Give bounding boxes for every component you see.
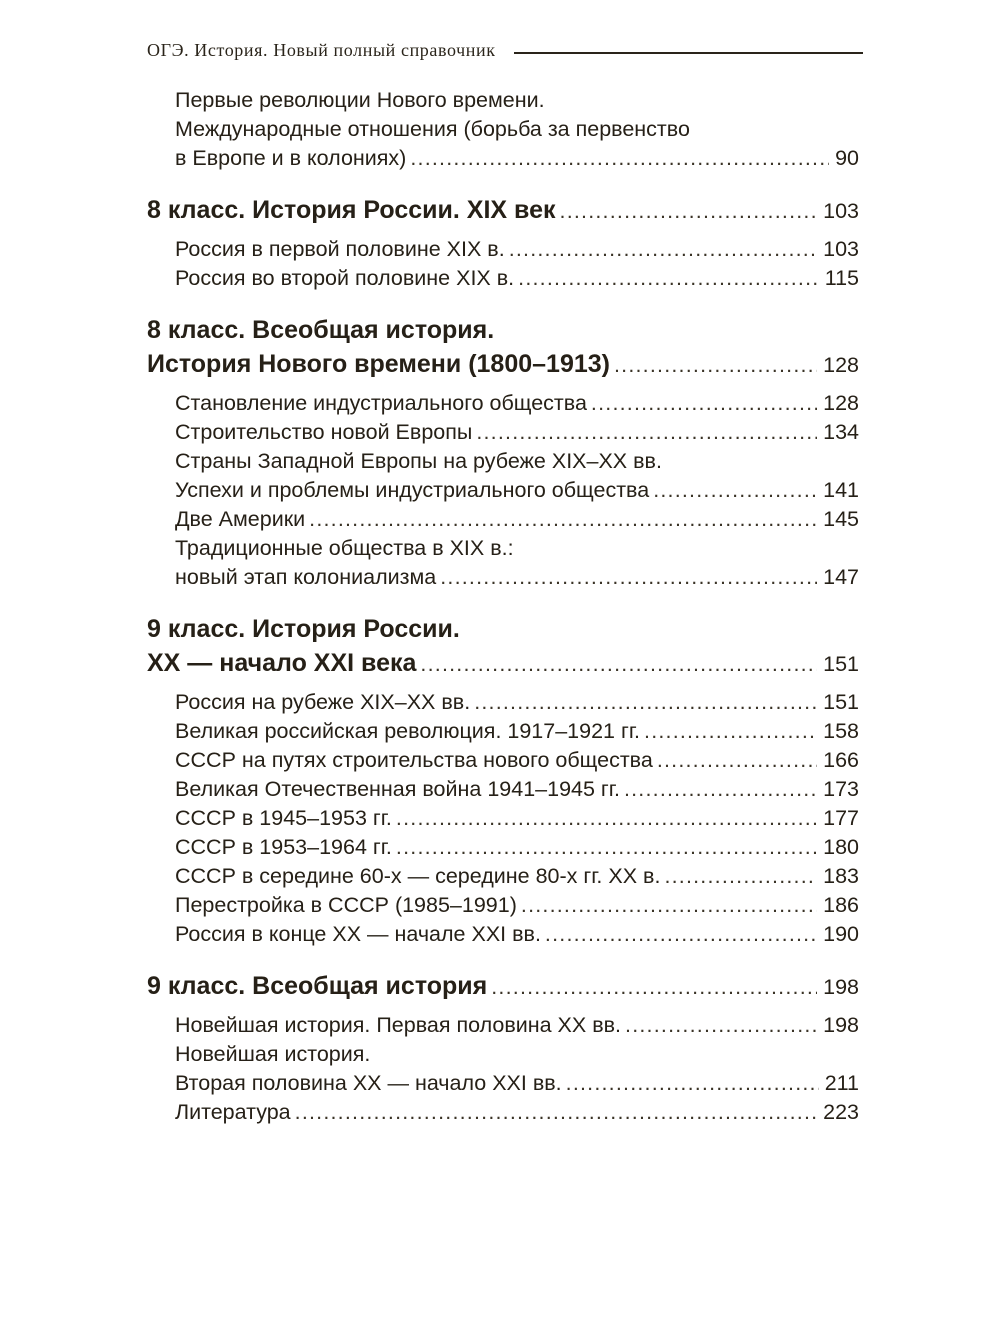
toc-entry — [147, 235, 859, 264]
dot-leader — [295, 1098, 817, 1127]
dot-leader — [624, 775, 817, 804]
dot-leader — [545, 920, 817, 949]
section-title: 8 класс. Всеобщая история. — [147, 316, 495, 344]
page-number: 173 — [823, 777, 859, 801]
section-title: 9 класс. Всеобщая история — [147, 972, 488, 1000]
toc-entry — [147, 505, 859, 534]
page-number: 147 — [823, 565, 859, 589]
section-title: История Нового времени (1800–1913) — [147, 350, 610, 378]
page-number: 183 — [823, 864, 859, 888]
toc-entry-text: Россия на рубеже XIX–XX вв. — [175, 690, 471, 714]
toc-entry-text: Великая Отечественная война 1941–1945 гг. — [175, 777, 620, 801]
page-number: 158 — [823, 719, 859, 743]
page-number: 177 — [823, 806, 859, 830]
page-number: 134 — [823, 420, 859, 444]
dot-leader — [420, 647, 817, 681]
toc-entry-text: новый этап колониализма — [175, 565, 437, 589]
section-title: XX — начало XXI века — [147, 649, 417, 677]
page-number: 190 — [823, 922, 859, 946]
toc-entry — [147, 563, 859, 592]
section-title: 9 класс. История России. — [147, 615, 460, 643]
page-number: 141 — [823, 478, 859, 502]
page-number: 128 — [823, 353, 859, 377]
dot-leader — [410, 144, 829, 173]
toc-entry — [147, 833, 859, 862]
toc-entry-text: Две Америки — [175, 507, 306, 531]
toc-entry-text: Становление индустриального общества — [175, 391, 587, 415]
toc-entry — [147, 418, 859, 447]
toc-entry — [147, 775, 859, 804]
dot-leader — [440, 563, 817, 592]
page-number: 151 — [823, 690, 859, 714]
toc-entry — [147, 447, 859, 476]
toc-entry-text: Страны Западной Европы на рубеже XIX–XX вв. — [175, 449, 662, 473]
dot-leader — [664, 862, 817, 891]
dot-leader — [625, 1011, 817, 1040]
dot-leader — [560, 194, 818, 228]
dot-leader — [653, 476, 817, 505]
toc-entry-text: Вторая половина XX — начало XXI вв. — [175, 1071, 562, 1095]
page-number: 211 — [824, 1071, 859, 1095]
section-heading — [147, 193, 859, 227]
page-number: 103 — [823, 199, 859, 223]
toc-entry — [147, 1011, 859, 1040]
toc-entry — [147, 717, 859, 746]
page-number: 186 — [823, 893, 859, 917]
dot-leader — [476, 418, 817, 447]
toc-entry — [147, 144, 859, 173]
toc-entry-text: Литература — [175, 1100, 291, 1124]
toc-entry — [147, 891, 859, 920]
toc-entry — [147, 476, 859, 505]
table-of-contents — [147, 86, 859, 1127]
toc-entry-text: Великая российская революция. 1917–1921 гг. — [175, 719, 641, 743]
toc-entry — [147, 264, 859, 293]
page-number: 223 — [823, 1100, 859, 1124]
toc-entry-text: Строительство новой Европы — [175, 420, 473, 444]
section-heading — [147, 646, 859, 680]
page-number: 145 — [823, 507, 859, 531]
toc-entry-text: Перестройка в СССР (1985–1991) — [175, 893, 517, 917]
toc-entry — [147, 534, 859, 563]
dot-leader — [309, 505, 817, 534]
running-title: ОГЭ. История. Новый полный справочник — [147, 40, 496, 60]
toc-entry-text: Первые революции Нового времени. — [175, 88, 545, 112]
dot-leader — [521, 891, 817, 920]
page-number: 90 — [835, 146, 859, 170]
toc-entry-text: Международные отношения (борьба за первенство — [175, 117, 690, 141]
toc-entry-text: Россия в первой половине XIX в. — [175, 237, 505, 261]
dot-leader — [566, 1069, 819, 1098]
dot-leader — [491, 970, 817, 1004]
page-number: 166 — [823, 748, 859, 772]
section-title: 8 класс. История России. XIX век — [147, 196, 556, 224]
toc-entry-text: СССР в середине 60-х — середине 80-х гг. XX в. — [175, 864, 661, 888]
toc-entry-text: Успехи и проблемы индустриального общества — [175, 478, 650, 502]
dot-leader — [396, 833, 817, 862]
section-heading — [147, 969, 859, 1003]
dot-leader — [644, 717, 817, 746]
toc-entry — [147, 804, 859, 833]
toc-entry-text: Новейшая история. — [175, 1042, 371, 1066]
toc-entry-text: СССР в 1945–1953 гг. — [175, 806, 392, 830]
toc-entry — [147, 862, 859, 891]
dot-leader — [518, 264, 819, 293]
toc-entry — [147, 1040, 859, 1069]
page-number: 151 — [823, 652, 859, 676]
dot-leader — [474, 688, 817, 717]
section-heading — [147, 313, 859, 347]
section-heading — [147, 347, 859, 381]
dot-leader — [396, 804, 817, 833]
page-number: 198 — [823, 975, 859, 999]
toc-entry-text: Россия во второй половине XIX в. — [175, 266, 515, 290]
toc-entry-text: в Европе и в колониях) — [175, 146, 407, 170]
dot-leader — [657, 746, 817, 775]
toc-entry-text: СССР на путях строительства нового общества — [175, 748, 653, 772]
header-rule — [514, 52, 863, 54]
toc-entry — [147, 920, 859, 949]
section-heading — [147, 612, 859, 646]
dot-leader — [591, 389, 817, 418]
dot-leader — [614, 348, 817, 382]
toc-entry-text: Традиционные общества в XIX в.: — [175, 536, 514, 560]
toc-entry — [147, 1098, 859, 1127]
toc-entry-text: Россия в конце XX — начале XXI вв. — [175, 922, 541, 946]
page-number: 180 — [823, 835, 859, 859]
dot-leader — [509, 235, 817, 264]
running-head — [147, 40, 863, 61]
toc-entry-text: СССР в 1953–1964 гг. — [175, 835, 392, 859]
page-number: 115 — [824, 266, 859, 290]
toc-entry — [147, 1069, 859, 1098]
toc-entry — [147, 688, 859, 717]
page-number: 128 — [823, 391, 859, 415]
toc-entry — [147, 86, 859, 115]
toc-entry — [147, 746, 859, 775]
toc-entry-text: Новейшая история. Первая половина XX вв. — [175, 1013, 622, 1037]
page-number: 103 — [823, 237, 859, 261]
page-number: 198 — [823, 1013, 859, 1037]
toc-entry — [147, 389, 859, 418]
toc-entry — [147, 115, 859, 144]
